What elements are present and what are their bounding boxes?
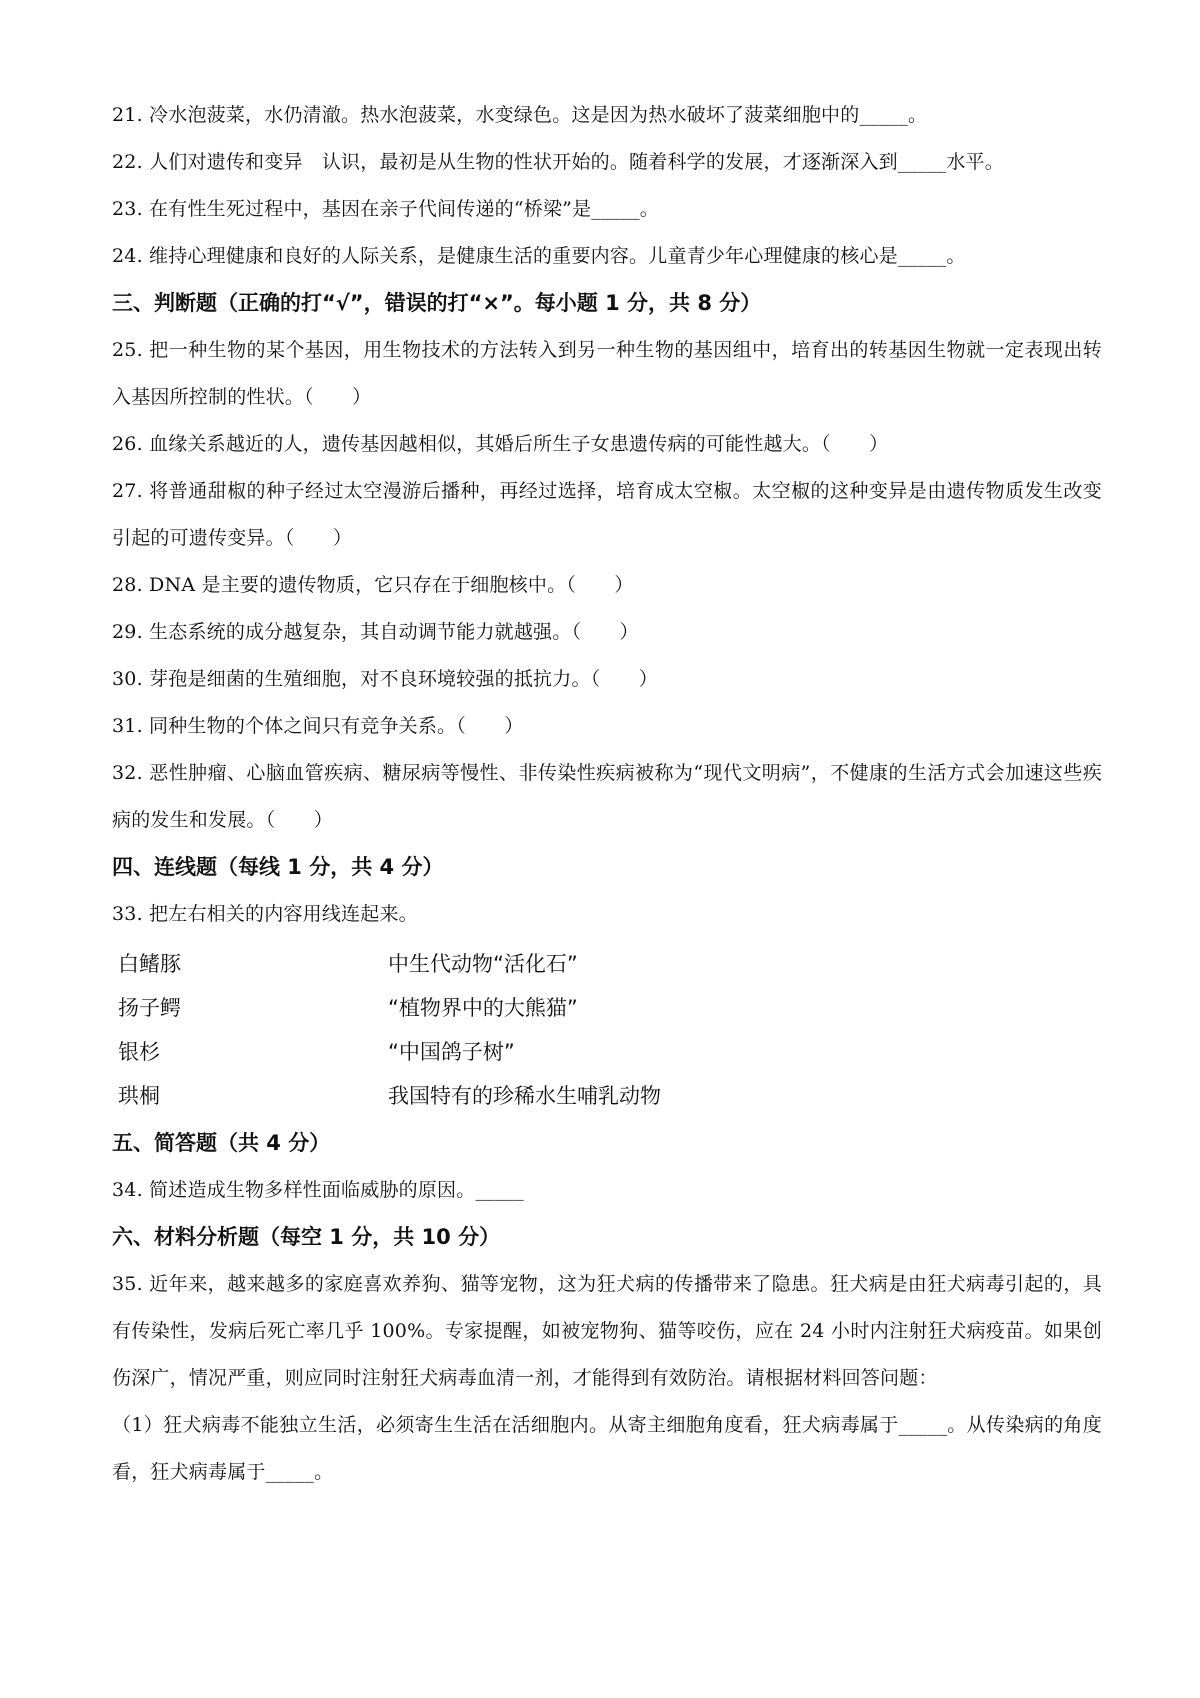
matching-left-item: 扬子鳄 (118, 996, 181, 1020)
question-24: 24. 维持心理健康和良好的人际关系，是健康生活的重要内容。儿童青少年心理健康的核心是_____。 (112, 245, 966, 267)
matching-table (112, 942, 1102, 1118)
question-28: 28. DNA 是主要的遗传物质，它只存在于细胞核中。（ ） (112, 574, 634, 596)
matching-row (112, 986, 1102, 1030)
matching-left-item: 白鳍豚 (118, 952, 181, 976)
question-35-sub1: （1）狂犬病毒不能独立生活，必须寄生生活在活细胞内。从寄主细胞角度看，狂犬病毒属于_____。从传染病的角度看，狂犬病毒属于_____。 (112, 1414, 1102, 1483)
question-34: 34. 简述造成生物多样性面临威胁的原因。_____ (112, 1179, 524, 1201)
question-32: 32. 恶性肿瘤、心脑血管疾病、糖尿病等慢性、非传染性疾病被称为“现代文明病”，不健康的生活方式会加速这些疾病的发生和发展。（ ） (112, 762, 1102, 831)
section-3-heading: 三、判断题（正确的打“√”，错误的打“×”。每小题 1 分，共 8 分） (112, 291, 762, 315)
matching-left-item: 珙桐 (118, 1084, 160, 1108)
matching-right-item: 我国特有的珍稀水生哺乳动物 (388, 1084, 661, 1108)
question-35-material: 35. 近年来，越来越多的家庭喜欢养狗、猫等宠物，这为狂犬病的传播带来了隐患。狂犬病是由狂犬病毒引起的，具有传染性，发病后死亡率几乎 100%。专家提醒，如被宠物狗、猫等咬伤，应在 24 小时内注射狂犬病疫苗。如果创伤深广，情况严重，则应同时注射狂犬病毒血清一剂，才能得到有效防治。请根据材料回答问题： (112, 1273, 1102, 1389)
matching-right-item: “中国鸽子树” (388, 1040, 515, 1064)
matching-right-item: “植物界中的大熊猫” (388, 996, 578, 1020)
question-30: 30. 芽孢是细菌的生殖细胞，对不良环境较强的抵抗力。（ ） (112, 668, 658, 690)
question-29: 29. 生态系统的成分越复杂，其自动调节能力就越强。（ ） (112, 621, 639, 643)
question-26: 26. 血缘关系越近的人，遗传基因越相似，其婚后所生子女患遗传病的可能性越大。（ ） (112, 433, 889, 455)
matching-left-item: 银杉 (118, 1040, 160, 1064)
section-4-heading: 四、连线题（每线 1 分，共 4 分） (112, 855, 444, 879)
matching-row (112, 1074, 1102, 1118)
matching-row (112, 942, 1102, 986)
question-31: 31. 同种生物的个体之间只有竞争关系。（ ） (112, 715, 524, 737)
matching-row (112, 1030, 1102, 1074)
question-22: 22. 人们对遗传和变异 认识，最初是从生物的性状开始的。随着科学的发展，才逐渐深入到_____水平。 (112, 151, 1004, 173)
question-21: 21. 冷水泡菠菜，水仍清澈。热水泡菠菜，水变绿色。这是因为热水破坏了菠菜细胞中的_____。 (112, 104, 928, 126)
section-6-heading: 六、材料分析题（每空 1 分，共 10 分） (112, 1225, 501, 1249)
question-33: 33. 把左右相关的内容用线连起来。 (112, 903, 418, 925)
matching-right-item: 中生代动物“活化石” (388, 952, 578, 976)
question-25: 25. 把一种生物的某个基因，用生物技术的方法转入到另一种生物的基因组中，培育出的转基因生物就一定表现出转入基因所控制的性状。（ ） (112, 339, 1102, 408)
question-23: 23. 在有性生死过程中，基因在亲子代间传递的“桥梁”是_____。 (112, 198, 659, 220)
section-5-heading: 五、简答题（共 4 分） (112, 1131, 331, 1155)
question-27: 27. 将普通甜椒的种子经过太空漫游后播种，再经过选择，培育成太空椒。太空椒的这种变异是由遗传物质发生改变引起的可遗传变异。（ ） (112, 480, 1102, 549)
exam-page (112, 92, 1102, 1496)
